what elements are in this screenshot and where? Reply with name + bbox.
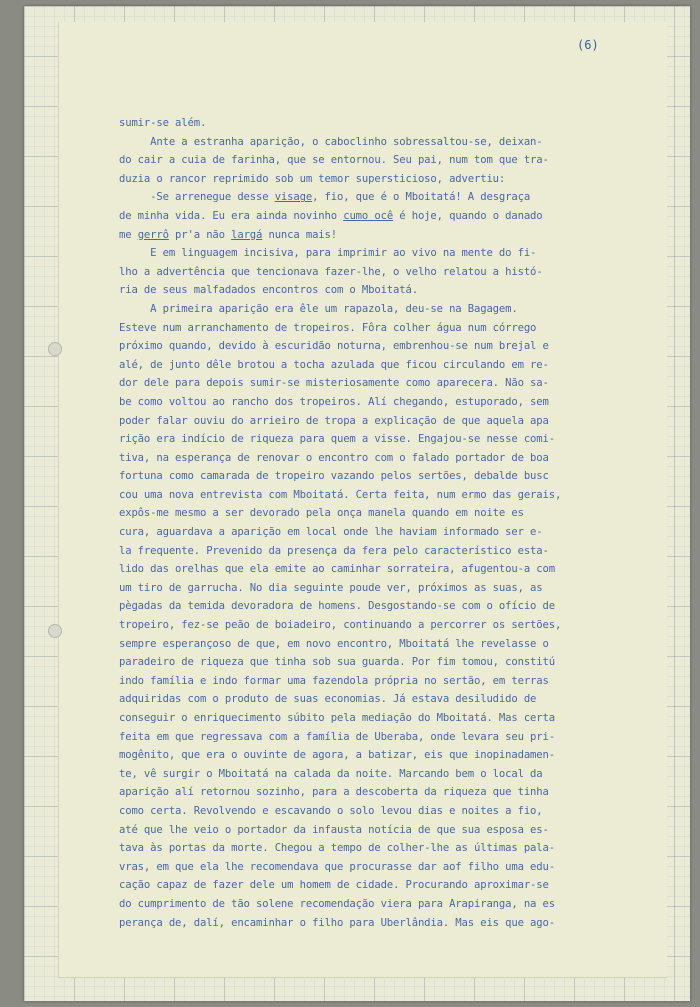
text-line: E em linguagem incisiva, para imprimir ao vivo na mente do fi- xyxy=(119,247,537,260)
text-line: cação capaz de fazer dele um homem de cidade. Procurando aproximar-se xyxy=(119,879,549,892)
text-line: dor dele para depois sumir-se misteriosamente como aparecera. Não sa- xyxy=(119,377,549,390)
text-line: adquiridas com o produto de suas economias. Já estava desiludido de xyxy=(119,693,537,706)
text-line: te, vê surgir o Mboitatá na calada da noite. Marcando bem o local da xyxy=(119,767,543,780)
text-line: duzia o rancor reprimido sob um temor supersticioso, advertiu: xyxy=(119,172,506,185)
text-line: -Se arrenegue desse visage, fio, que é o Mboitatá! A desgraça xyxy=(119,191,531,204)
text-line: tiva, na esperança de renovar o encontro com o falado portador de boa xyxy=(119,451,549,464)
text-line: conseguir o enriquecimento súbito pela mediação do Mboitatá. Mas certa xyxy=(119,712,555,724)
text-line: me gerrô pr'a não largá nunca mais! xyxy=(119,228,337,241)
text-line: fortuna como camarada de tropeiro vazando pelos sertões, debalde busc xyxy=(119,470,549,483)
text-line: vras, em que ela lhe recomendava que procurasse dar aof filho uma edu- xyxy=(119,860,555,873)
text-line: do cair a cuia de farinha, que se entornou. Seu pai, num tom que tra- xyxy=(119,154,549,167)
typed-text-body xyxy=(119,114,659,932)
text-line: expôs-me mesmo a ser devorado pela onça manela quando em noite es xyxy=(119,507,524,520)
text-line: rição era indício de riqueza para quem a visse. Engajou-se nesse comi- xyxy=(119,433,555,446)
text-line: paradeiro de riqueza que tinha sob sua guarda. Por fim tomou, constitú xyxy=(119,656,555,669)
page-number: (6) xyxy=(577,38,599,52)
text-line: be como voltou ao rancho dos tropeiros. Alí chegando, estuporado, sem xyxy=(119,395,549,408)
text-line: como certa. Revolvendo e escavando o solo levou dias e noites a fio, xyxy=(119,804,543,817)
text-line: A primeira aparição era êle um rapazola, deu-se na Bagagem. xyxy=(119,302,518,315)
text-line: tropeiro, fez-se peão de boiadeiro, continuando a percorrer os sertões, xyxy=(119,619,562,632)
punch-hole-top xyxy=(48,342,62,356)
text-line: Ante a estranha aparição, o caboclinho sobressaltou-se, deixan- xyxy=(119,135,543,148)
text-line: um tiro de garrucha. No dia seguinte poude ver, próximos as suas, as xyxy=(119,581,543,594)
text-line: perança de, dalí, encaminhar o filho para Uberlândia. Mas eis que ago- xyxy=(119,916,555,929)
text-line: até que lhe veio o portador da infausta notícia de que sua esposa es- xyxy=(119,823,549,836)
text-line: pègadas da temida devoradora de homens. Desgostando-se com o ofício de xyxy=(119,600,555,613)
text-line: do cumprimento de tão solene recomendação viera para Arapiranga, na es xyxy=(119,897,555,910)
text-line: próximo quando, devido à escuridão noturna, embrenhou-se num brejal e xyxy=(119,340,549,353)
text-line: feita em que regressava com a família de Uberaba, onde levara seu pri- xyxy=(119,730,555,743)
text-line: cura, aguardava a aparição em local onde lhe haviam informado ser e- xyxy=(119,526,543,539)
text-line: lho a advertência que tencionava fazer-lhe, o velho relatou a histó- xyxy=(119,265,543,278)
text-line: cou uma nova entrevista com Mboitatá. Certa feita, num ermo das gerais, xyxy=(119,488,562,501)
text-line: lido das orelhas que ela emite ao caminhar sorrateira, afugentou-a com xyxy=(119,563,555,576)
text-line: poder falar ouviu do arrieiro de tropa a explicação de que aquela apa xyxy=(119,414,549,427)
text-line: sumir-se além. xyxy=(119,117,207,129)
text-line: sempre esperançoso de que, em novo encontro, Mboitatá lhe revelasse o xyxy=(119,637,549,650)
text-line: de minha vida. Eu era ainda novinho cumo ocê é hoje, quando o danado xyxy=(119,209,543,222)
text-line: la frequente. Prevenido da presença da fera pelo característico esta- xyxy=(119,544,549,557)
text-line: aparição alí retornou sozinho, para a descoberta da riqueza que tinha xyxy=(119,786,549,799)
text-line: alé, de junto dêle brotou a tocha azulada que ficou circulando em re- xyxy=(119,358,549,371)
punch-hole-bottom xyxy=(48,624,62,638)
text-line: Esteve num arranchamento de tropeiros. Fôra colher água num córrego xyxy=(119,321,537,334)
text-line: mogênito, que era o ouvinte de agora, a batizar, eis que inopinadamen- xyxy=(119,749,555,762)
text-line: indo família e indo formar uma fazendola própria no sertão, em terras xyxy=(119,674,549,687)
text-line: tava às portas da morte. Chegou a tempo de colher-lhe as últimas pala- xyxy=(119,842,555,855)
text-line: ria de seus malfadados encontros com o Mboitatá. xyxy=(119,284,418,297)
